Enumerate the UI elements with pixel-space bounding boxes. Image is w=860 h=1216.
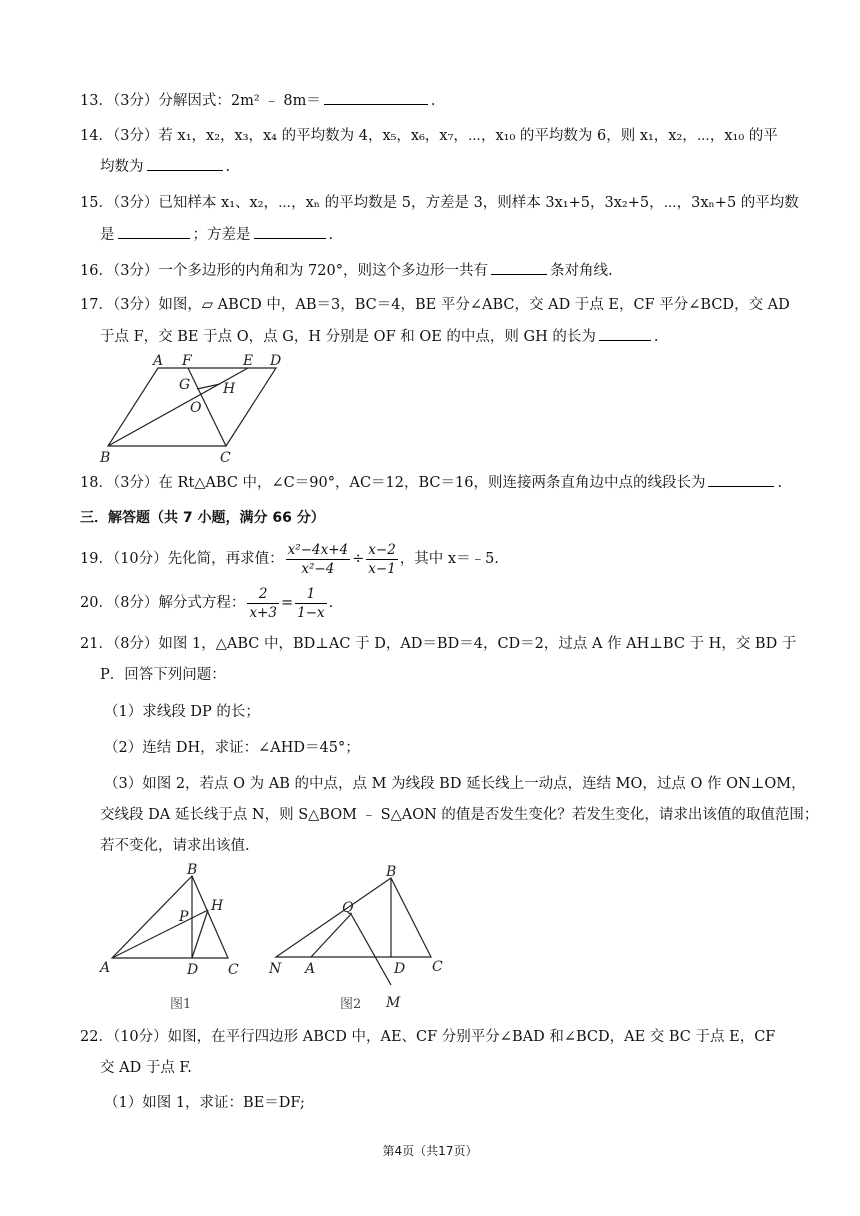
fraction-1: $\frac{\text{x²−4x+4}}{\text{x²−4}}$: [287, 541, 349, 577]
question-17-line1: 17．（3分）如图，▱ ABCD 中，AB＝3，BC＝4，BE 平分∠ABC，交 AD 于点 E，CF 平分∠BCD，交 AD: [80, 297, 790, 313]
answer-blank: [254, 224, 326, 239]
label-d: D: [187, 962, 199, 978]
question-19: 19．（10分）先化简，再求值： $\frac{\text{x²−4x+4}}{\text{x²−4}}$ ÷ $\frac{x-2}{x-1}$ ，其中 x＝﹣5.: [80, 541, 499, 577]
answer-blank: [599, 326, 651, 341]
segment-be: [108, 368, 248, 446]
label-c: C: [432, 959, 443, 975]
segment-ah: [112, 910, 208, 958]
label-n: N: [269, 961, 282, 977]
q13-text: 13．（3分）分解因式：2m² ﹣ 8m＝: [80, 93, 321, 109]
label-m: M: [386, 995, 401, 1011]
figure-caption: 图1: [170, 997, 192, 1012]
figure-caption: 图2: [340, 997, 362, 1012]
question-21-line2: P．回答下列问题：: [100, 667, 226, 683]
answer-blank: [118, 224, 190, 239]
page-footer: 第4页（共17页）: [382, 1144, 478, 1158]
question-20: 20．（8分）解分式方程： $\frac{2}{x+3}$ = $\frac{1}{1-x}$ .: [80, 585, 334, 621]
label-g: G: [179, 377, 191, 393]
label-f: F: [182, 353, 192, 369]
question-21-sub3a: （3）如图 2，若点 O 为 AB 的中点，点 M 为线段 BD 延长线上一动点，连结 MO，过点 O 作 ON⊥OM，: [104, 776, 806, 792]
fraction-right: $\frac{1}{1-x}$: [297, 585, 325, 621]
question-15-line2: 是 ；方差是 .: [100, 224, 333, 245]
label-a: A: [100, 960, 111, 976]
segment-gh: [197, 384, 220, 389]
label-p: P: [179, 909, 189, 925]
label-d: D: [270, 353, 282, 369]
answer-blank: [708, 472, 774, 487]
segment-aq: [311, 914, 351, 957]
label-b: B: [386, 864, 397, 880]
label-b: B: [100, 450, 111, 466]
figure-21-fig1: [98, 860, 260, 1016]
question-14-line2: 均数为 .: [100, 156, 230, 177]
question-18: 18．（3分）在 Rt△ABC 中，∠C＝90°，AC＝12，BC＝16，则连接两条直角边中点的线段长为 .: [80, 472, 782, 493]
answer-blank: [324, 90, 428, 105]
question-22-line1: 22．（10分）如图，在平行四边形 ABCD 中，AE、CF 分别平分∠BAD 和∠BCD，AE 交 BC 于点 E，CF: [80, 1029, 776, 1045]
answer-blank: [147, 156, 223, 171]
label-b: B: [187, 862, 198, 878]
label-c: C: [228, 962, 239, 978]
label-a: A: [305, 961, 316, 977]
question-21-sub3b: 交线段 DA 延长线于点 N，则 S△BOM ﹣ S△AON 的值是否发生变化？若发生变化，请求出该值的取值范围；: [100, 807, 819, 823]
question-14-line1: 14．（3分）若 x₁，x₂，x₃，x₄ 的平均数为 4，x₅，x₆，x₇，⋯，x₁₀ 的平均数为 6，则 x₁，x₂，⋯，x₁₀ 的平: [80, 128, 778, 144]
label-d: D: [394, 961, 406, 977]
label-o: O: [190, 400, 202, 416]
label-h: H: [211, 898, 224, 914]
question-22-line2: 交 AD 于点 F.: [100, 1060, 192, 1076]
label-h: H: [223, 381, 236, 397]
question-22-sub1: （1）如图 1，求证：BE＝DF;: [104, 1095, 305, 1111]
answer-blank: [491, 260, 547, 275]
section-heading: 三．解答题（共 7 小题，满分 66 分）: [80, 510, 325, 526]
label-q: Q: [342, 900, 354, 916]
fraction-2: $\frac{x-2}{x-1}$: [368, 541, 396, 577]
question-16: 16．（3分）一个多边形的内角和为 720°，则这个多边形一共有 条对角线.: [80, 260, 613, 281]
figure-21-fig2: [262, 860, 452, 1016]
question-13: 13．（3分）分解因式：2m² ﹣ 8m＝ .: [80, 90, 436, 111]
question-21-sub1: （1）求线段 DP 的长；: [104, 704, 260, 720]
triangle-abc: [112, 876, 228, 958]
question-21-sub2: （2）连结 DH，求证：∠AHD＝45°；: [104, 740, 360, 756]
question-15-line1: 15．（3分）已知样本 x₁、x₂，⋯，xₙ 的平均数是 5，方差是 3，则样本 3x₁+5，3x₂+5，⋯，3xₙ+5 的平均数: [80, 195, 799, 211]
label-c: C: [220, 450, 231, 466]
figure-17-parallelogram: [96, 350, 296, 466]
question-17-line2: 于点 F，交 BE 于点 O，点 G，H 分别是 OF 和 OE 的中点，则 GH 的长为 .: [100, 326, 658, 347]
label-e: E: [243, 353, 254, 369]
question-21-line1: 21．（8分）如图 1，△ABC 中，BD⊥AC 于 D，AD＝BD＝4，CD＝2，过点 A 作 AH⊥BC 于 H，交 BD 于: [80, 636, 797, 652]
label-a: A: [153, 353, 164, 369]
segment-qm: [351, 914, 391, 985]
question-21-sub3c: 若不变化，请求出该值.: [100, 838, 250, 854]
fraction-left: $\frac{2}{x+3}$: [249, 585, 277, 621]
